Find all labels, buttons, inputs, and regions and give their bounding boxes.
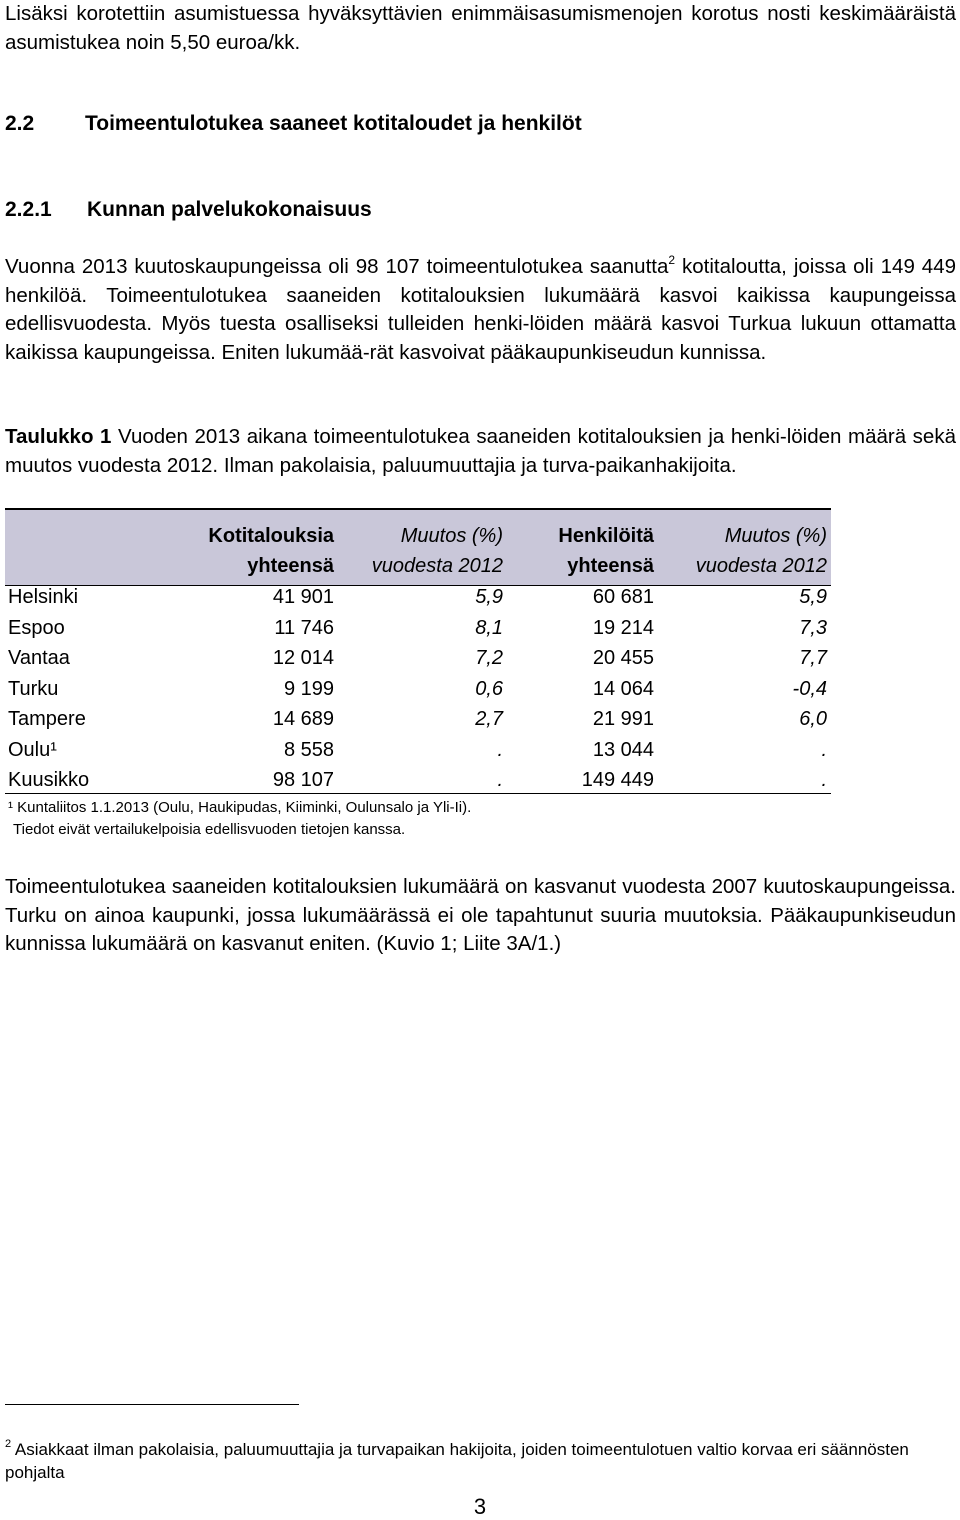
subsection-number: 2.2.1 <box>5 198 52 221</box>
section-title: Toimeentulotukea saaneet kotitaloudet ja henkilöt <box>85 112 582 135</box>
footnote-separator <box>5 1404 299 1405</box>
body-paragraph-2: Toimeentulotukea saaneiden kotitalouksien lukumäärä on kasvanut vuodesta 2007 kuutoskaupungeissa. Turku on ainoa kaupunki, jossa lukumäärässä ei ole tapahtunut suuria muutoksia. Pääkaupunkiseudun kunnissa lukumäärä on kasvanut eniten. (Kuvio 1; Liite 3A/1.) <box>5 875 956 955</box>
subsection-heading <box>5 198 372 222</box>
header-households: Kotitalouksia yhteensä <box>208 525 334 577</box>
header-households-change: Muutos (%) vuodesta 2012 <box>371 525 503 577</box>
header-persons-change: Muutos (%) vuodesta 2012 <box>695 525 827 577</box>
section-heading <box>5 112 582 136</box>
table-row: Helsinki 41 901 5,9 60 681 5,9 <box>8 586 827 608</box>
table-caption-label: Taulukko 1 <box>5 425 112 448</box>
page-number: 3 <box>473 1494 487 1519</box>
body-paragraph-1: Vuonna 2013 kuutoskaupungeissa oli 98 107 toimeentulotukea saanutta$^2$ kotitaloutta, joissa oli 149 449 henkilöä. Toimeentulotukea saaneiden kotitalouksien lukumäärä kasvoi kaikissa kaupungeissa edellisvuodesta. Myös tuesta osalliseksi tulleiden henki-löiden määrä kasvoi Turkua lukuun ottamatta kaikissa kaupungeissa. Eniten lukumää-rät kasvoivat pääkaupunkiseudun kunnissa. <box>5 253 956 364</box>
footnote <box>5 1438 956 1484</box>
section-number: 2.2 <box>5 112 35 135</box>
table-bottom-rule <box>5 793 831 794</box>
subsection-title: Kunnan palvelukokonaisuus <box>87 198 372 221</box>
intro-paragraph: Lisäksi korotettiin asumistuessa hyväksyttävien enimmäisasumismenojen korotus nosti keskimääräistä asumistukea noin 5,50 euroa/kk. <box>5 2 956 54</box>
table-note-comparability: Tiedot eivät vertailukelpoisia edellisvuoden tietojen kanssa. <box>13 821 406 838</box>
table-row: Turku 9 199 0,6 14 064 -0,4 <box>8 677 827 700</box>
table-caption <box>5 423 956 480</box>
table-row: Kuusikko 98 107 . 149 449 . <box>8 769 827 791</box>
table-row: Tampere 14 689 2,7 21 991 6,0 <box>8 708 827 730</box>
table-row: Vantaa 12 014 7,2 20 455 7,7 <box>8 647 827 669</box>
table-note-merger: ¹ Kuntaliitos 1.1.2013 (Oulu, Haukipudas, Kiiminki, Oulunsalo ja Yli-Ii). <box>8 799 472 816</box>
footnote-reference[interactable]: 2 <box>668 253 676 267</box>
table-header <box>5 510 831 585</box>
footnote-text: Asiakkaat ilman pakolaisia, paluumuuttajia ja turvapaikan hakijoita, joiden toimeentulotuen valtio korvaa eri säännösten pohjalta <box>5 1440 909 1482</box>
footnote-mark: 2 <box>5 1438 12 1450</box>
table-row: Espoo 11 746 8,1 19 214 7,3 <box>8 616 827 639</box>
table-row: Oulu¹ 8 558 . 13 044 . <box>8 738 827 761</box>
table-caption-text: Vuoden 2013 aikana toimeentulotukea saaneiden kotitalouksien ja henki-löiden määrä sekä muutos vuodesta 2012. Ilman pakolaisia, paluumuuttajia ja turva-paikanhakijoita. <box>5 425 956 477</box>
header-persons: Henkilöitä yhteensä <box>558 525 654 577</box>
